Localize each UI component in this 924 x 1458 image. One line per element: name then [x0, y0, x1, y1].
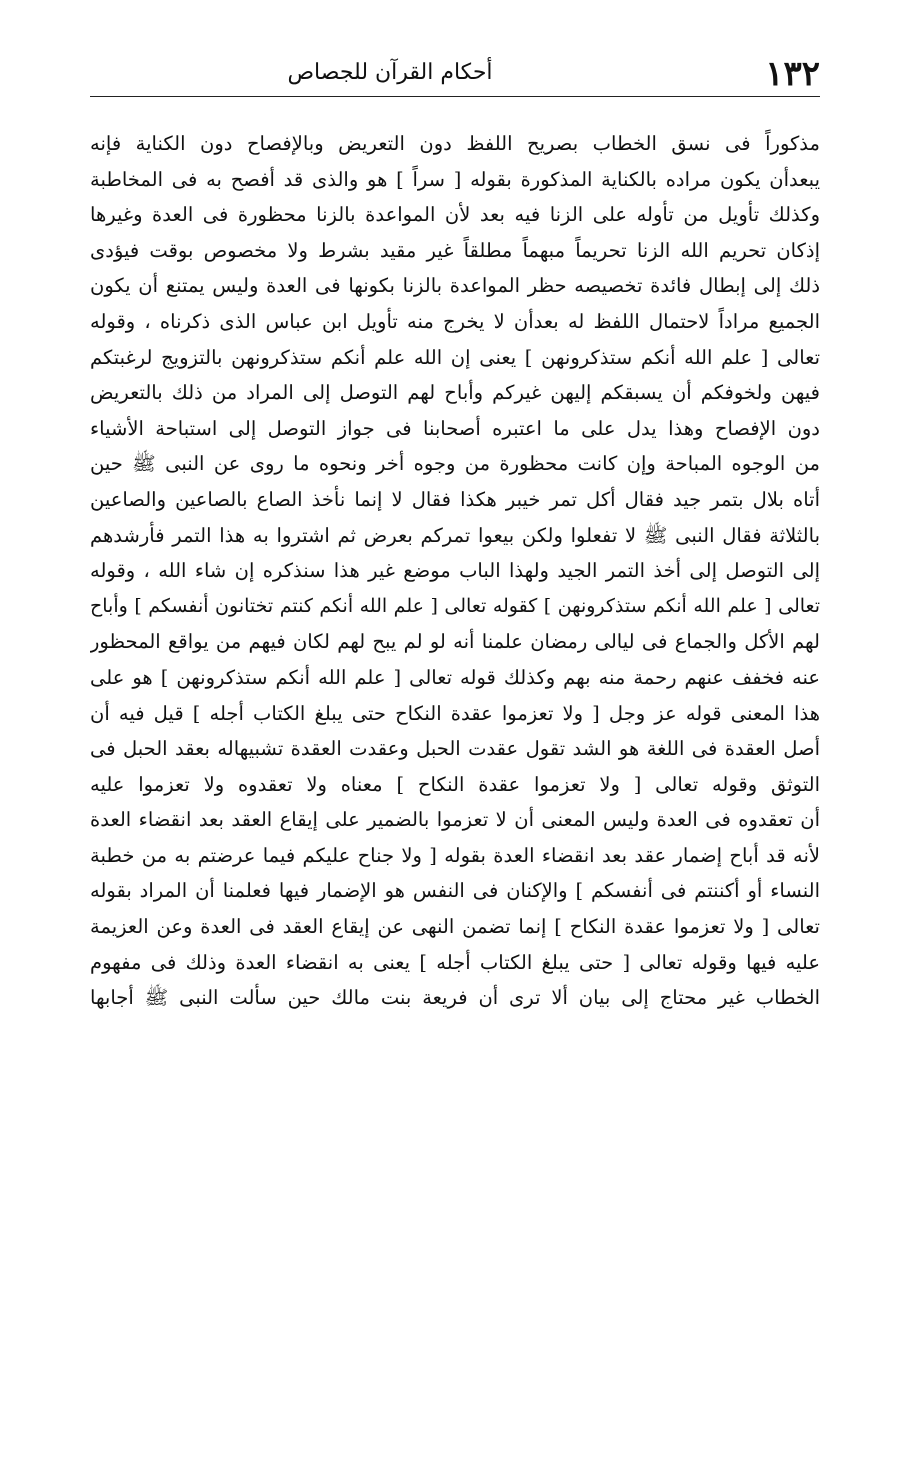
header-divider: [90, 96, 820, 97]
body-text: [90, 126, 820, 1016]
text-line: هذا المعنى قوله عز وجل [ ولا تعزموا عقدة النكاح حتى يبلغ الكتاب أجله ] قيل فيه أن: [90, 701, 820, 725]
text-line: مذكوراً فى نسق الخطاب بصريح اللفظ دون التعريض وبالإفصاح دون الكناية فإنه: [90, 132, 820, 155]
text-line: إلى التوصل إلى أخذ التمر الجيد ولهذا الباب موضع غير هذا سنذكره إن شاء الله ، وقوله: [90, 559, 820, 583]
text-line: تعالى [ علم الله أنكم ستذكرونهن ] يعنى إن الله علم أنكم ستذكرونهن بالتزويج لرغبتكم: [90, 345, 820, 369]
text-line: تعالى [ ولا تعزموا عقدة النكاح ] إنما تضمن النهى عن إيقاع العقد فى العدة وعن العزيمة: [90, 915, 820, 939]
text-line: أتاه بلال بتمر جيد فقال أكل تمر خيبر هكذا فقال لا إنما نأخذ الصاع بالصاعين والصاعين: [90, 487, 820, 511]
text-line: تعالى [ علم الله أنكم ستذكرونهن ] كقوله تعالى [ علم الله أنكم كنتم تختانون أنفسكم ] وأباح: [90, 594, 820, 617]
text-line: أن تعقدوه فى العدة وليس المعنى أن لا تعزموا بالضمير على إيقاع العقد بعد انقضاء العدة: [90, 808, 820, 832]
text-line: لهم الأكل والجماع فى ليالى رمضان علمنا أنه لو لم يبح لهم لكان فيهم من يواقع المحظور: [90, 630, 820, 654]
text-line: عليه فيها وقوله تعالى [ حتى يبلغ الكتاب أجله ] يعنى به انقضاء العدة وذلك فى مفهوم: [90, 950, 820, 974]
text-line: وكذلك تأويل من تأوله على الزنا فيه بعد لأن المواعدة بالزنا محظورة فى العدة وغيرها: [90, 203, 820, 227]
text-line: الجميع مراداً لاحتمال اللفظ له بعدأن لا يخرج منه تأويل ابن عباس الذى ذكرناه ، وقوله: [90, 309, 820, 333]
page-number: ١٣٢: [765, 54, 820, 94]
text-line: إذكان تحريم الله الزنا تحريماً مبهماً مطلقاً غير مقيد بشرط ولا مخصوص بوقت فيؤدى: [90, 238, 820, 262]
text-line: ذلك إلى إبطال فائدة تخصيصه حظر المواعدة بالزنا بكونها فى العدة وليس يمتنع أن يكون: [90, 274, 820, 298]
text-line: فيهن ولخوفكم أن يسبقكم إليهن غيركم وأباح لهم التوصل إلى المراد من ذلك بالتعريض: [90, 381, 820, 405]
text-line: أصل العقدة فى اللغة هو الشد تقول عقدت الحبل وعقدت العقدة تشبيهاله بعقد الحبل فى: [90, 737, 820, 761]
text-line: التوثق وقوله تعالى [ ولا تعزموا عقدة النكاح ] معناه ولا تعقدوه ولا تعزموا عليه: [90, 772, 820, 796]
text-line: النساء أو أكننتم فى أنفسكم ] والإكنان فى النفس هو الإضمار فيها فعلمنا أن المراد بقوله: [90, 879, 820, 903]
text-line: الخطاب غير محتاج إلى بيان ألا ترى أن فريعة بنت مالك حين سألت النبى ﷺ أجابها: [90, 986, 820, 1010]
text-line: دون الإفصاح وهذا يدل على ما اعتبره أصحابنا فى جواز التوصل إلى استباحة الأشياء: [90, 416, 820, 440]
text-line: بالثلاثة فقال النبى ﷺ لا تفعلوا ولكن بيعوا تمركم بعرض ثم اشتروا به هذا التمر فأرشدهم: [90, 523, 820, 547]
text-line: لأنه قد أباح إضمار عقد بعد انقضاء العدة بقوله [ ولا جناح عليكم فيما عرضتم به من خطبة: [90, 843, 820, 867]
page-header: [90, 52, 820, 98]
text-line: من الوجوه المباحة وإن كانت محظورة من وجوه أخر ونحوه ما روى عن النبى ﷺ حين: [90, 452, 820, 476]
text-line: عنه فخفف عنهم رحمة منه بهم وكذلك قوله تعالى [ علم الله أنكم ستذكرونهن ] هو على: [90, 665, 820, 689]
book-title: أحكام القرآن للجصاص: [287, 60, 493, 85]
text-line: يبعدأن يكون مراده بالكناية المذكورة بقوله [ سراً ] هو والذى قد أفصح به فى المخاطبة: [90, 167, 820, 191]
